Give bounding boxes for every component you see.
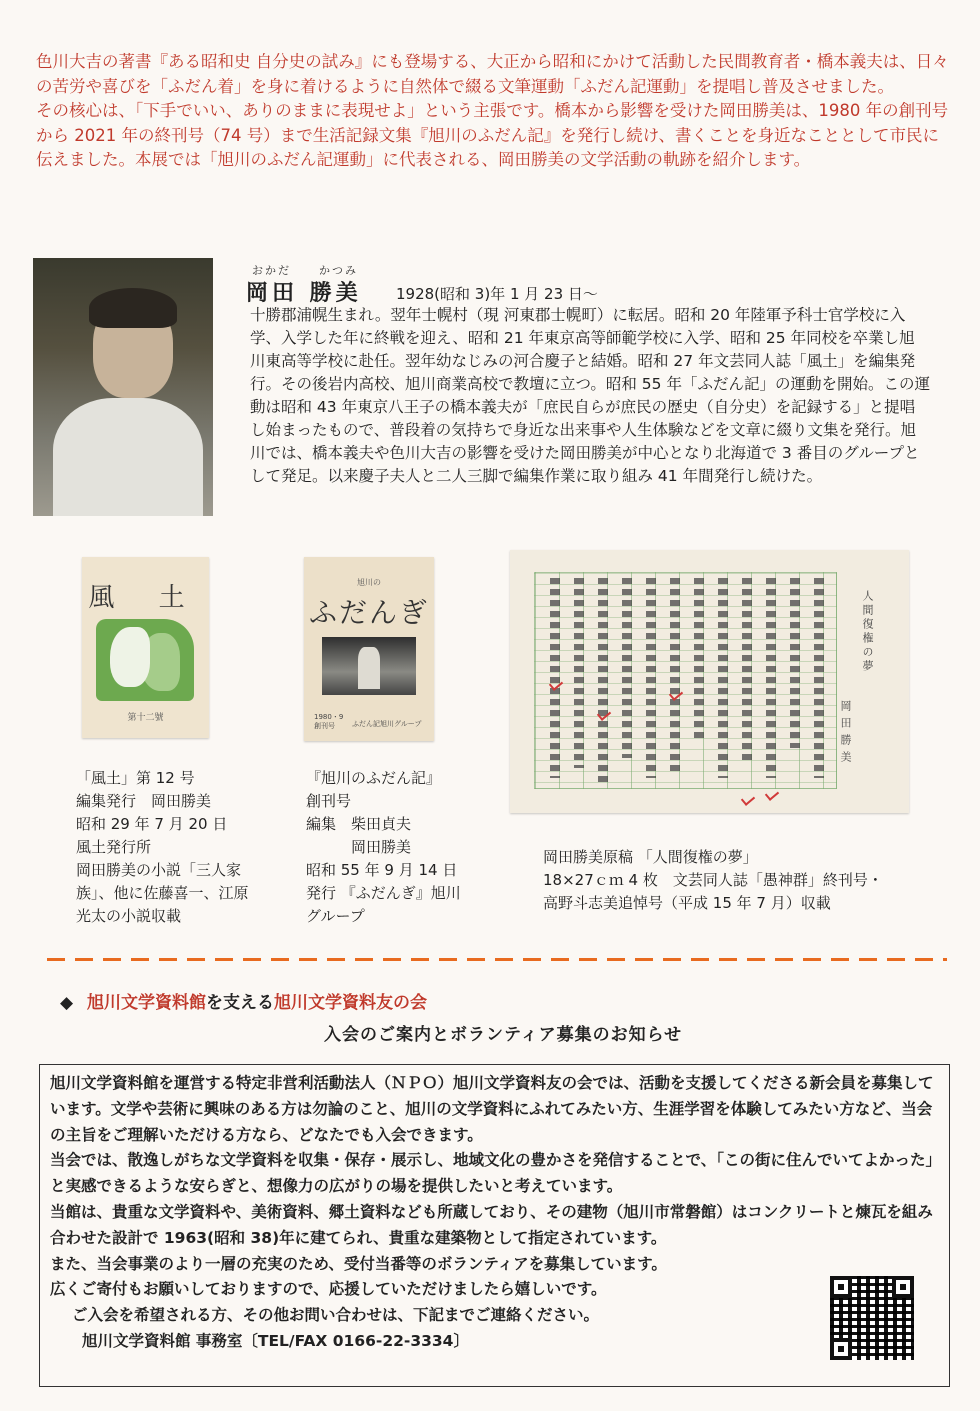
manuscript-image [510,550,909,813]
fudangi-cover-group: ふだん記旭川グループ [352,720,422,728]
birth-date: 1928(昭和 3)年 1 月 23 日〜 [396,285,598,303]
support-heading [60,988,940,1013]
intro-text [36,50,951,173]
box-paragraph: 当会では、散逸しがちな文学資料を収集・保存・展示し、地域文化の豊かさを発信することで、「この街に住んでいてよかった」と実感できるような安らぎと、想像力の広がりの場を提供したいと考えています。 [50,1151,941,1196]
box-paragraph: 旭川文学資料館を運営する特定非営利活動法人（ＮＰＯ）旭川文学資料友の会では、活動を支援してくださる新会員を募集しています。文学や芸術に興味のある方は勿論のこと、旭川の文学資料にふれてみたい方、生涯学習を体験してみたい方など、当会の主旨をご理解いただける方なら、どなたでも入会できます。 [50,1074,934,1144]
box-paragraph: また、当会事業のより一層の充実のため、受付当番等のボランティアを募集しています。 [50,1254,667,1273]
woodcut-art [96,619,194,701]
fudangi-cover-date: 1980・9 創刊号 [314,713,344,730]
fudo-caption: 「風土」第 12 号 編集発行 岡田勝美 昭和 29 年 7 月 20 日 風土発行所 岡田勝美の小説「三人家 族」、他に佐藤喜一、江原 光太の小説収載 [76,769,249,925]
contact-note: ご入会を希望される方、その他お問い合わせは、下記までご連絡ください。 [72,1306,600,1325]
box-paragraph: 広くご寄付もお願いしておりますので、応援していただけましたら嬉しいです。 [50,1280,607,1299]
manuscript-author: 岡田勝美 [839,700,852,768]
portrait-photo [33,258,213,516]
author-name: 岡田 勝美 [246,281,362,306]
contact-line: 旭川文学資料館 事務室〔TEL/FAX 0166-22-3334〕 [82,1331,469,1350]
museum-name: 旭川文学資料館 [87,993,206,1013]
fudo-cover-title: 風 土 [88,583,203,613]
support-connector: を支える [206,993,274,1013]
box-paragraph: 当館は、貴重な文学資料や、美術資料、郷土資料なども所蔵しており、その建物（旭川市常磐館）はコンクリートと煉瓦を組み合わせた設計で 1963(昭和 38)年に建てられ、貴重な建築物として指定されています。 [50,1202,933,1247]
fudangi-caption: 『旭川のふだん記』 創刊号 編集 柴田貞夫 岡田勝美 昭和 55 年 9 月 14 日 発行 『ふだんぎ』旭川 グループ [306,769,461,925]
manuscript-title: 人間復権の夢 [861,590,874,674]
bio-header [244,262,944,306]
fudo-cover-image [82,557,209,738]
fudangi-cover-small: 旭川の [357,578,381,587]
friends-society-name: 旭川文学資料友の会 [274,993,427,1013]
membership-box [39,1064,950,1387]
dashed-divider [47,958,947,961]
fudangi-cover-photo [322,637,416,695]
manuscript-caption: 岡田勝美原稿 「人間復権の夢」 18×27ｃｍ 4 枚 文芸同人誌「愚神群」終刊号・ 高野斗志美追悼号（平成 15 年 7 月）収載 [543,848,883,912]
intro-paragraph-1: 色川大吉の著書『ある昭和史 自分史の試み』にも登場する、大正から昭和にかけて活動した民間教育者・橋本義夫は、日々の苦労や喜びを「ふだん着」を身に着けるように自然体で綴る文筆運動「ふだん記運動」を提唱し普及させました。 [36,52,949,96]
fudo-cover-issue: 第十二號 [127,713,164,723]
intro-paragraph-2: その核心は、「下手でいい、ありのままに表現せよ」という主張です。橋本から影響を受けた岡田勝美は、1980 年の創刊号から 2021 年の終刊号（74 号）まで生活記録文集『旭川のふだん記』を発行し続け、書くことを身近なこととして市民に伝えました。本展では「旭川のふだん記運動」に代表される、岡田勝美の文学活動の軌跡を紹介します。 [36,101,949,169]
qr-code-icon[interactable] [830,1276,914,1360]
support-subtitle: 入会のご案内とボランティア募集のお知らせ [324,1025,683,1045]
fudangi-cover-image [304,557,434,741]
fudangi-cover-title: ふだんぎ [308,596,429,629]
diamond-icon: ◆ [60,993,74,1013]
bio-text: 十勝郡浦幌生まれ。翌年士幌村（現 河東郡士幌町）に転居。昭和 20 年陸軍予科士官学校に入学、入学した年に終戦を迎え、昭和 21 年東京高等師範学校に入学、昭和 25 年同校を卒業し旭川東高等学校に赴任。翌年幼なじみの河合慶子と結婚。昭和 27 年文芸同人誌「風土」を編集発行。その後岩内高校、旭川商業高校で教壇に立つ。昭和 55 年「ふだん記」の運動を開始。この運動は昭和 43 年東京八王子の橋本義夫が「庶民自らが庶民の歴史（自分史）を記録する」と提唱し始まったもので、普段着の気持ちで身近な出来事や人生体験などを文章に綴り文集を発行。旭川では、橋本義夫や色川大吉の影響を受けた岡田勝美が中心となり北海道で 3 番目のグループとして発足。以来慶子夫人と二人三脚で編集作業に取り組み 41 年間発行し続けた。 [250,306,930,485]
name-ruby: おかだ かつみ [252,264,358,277]
